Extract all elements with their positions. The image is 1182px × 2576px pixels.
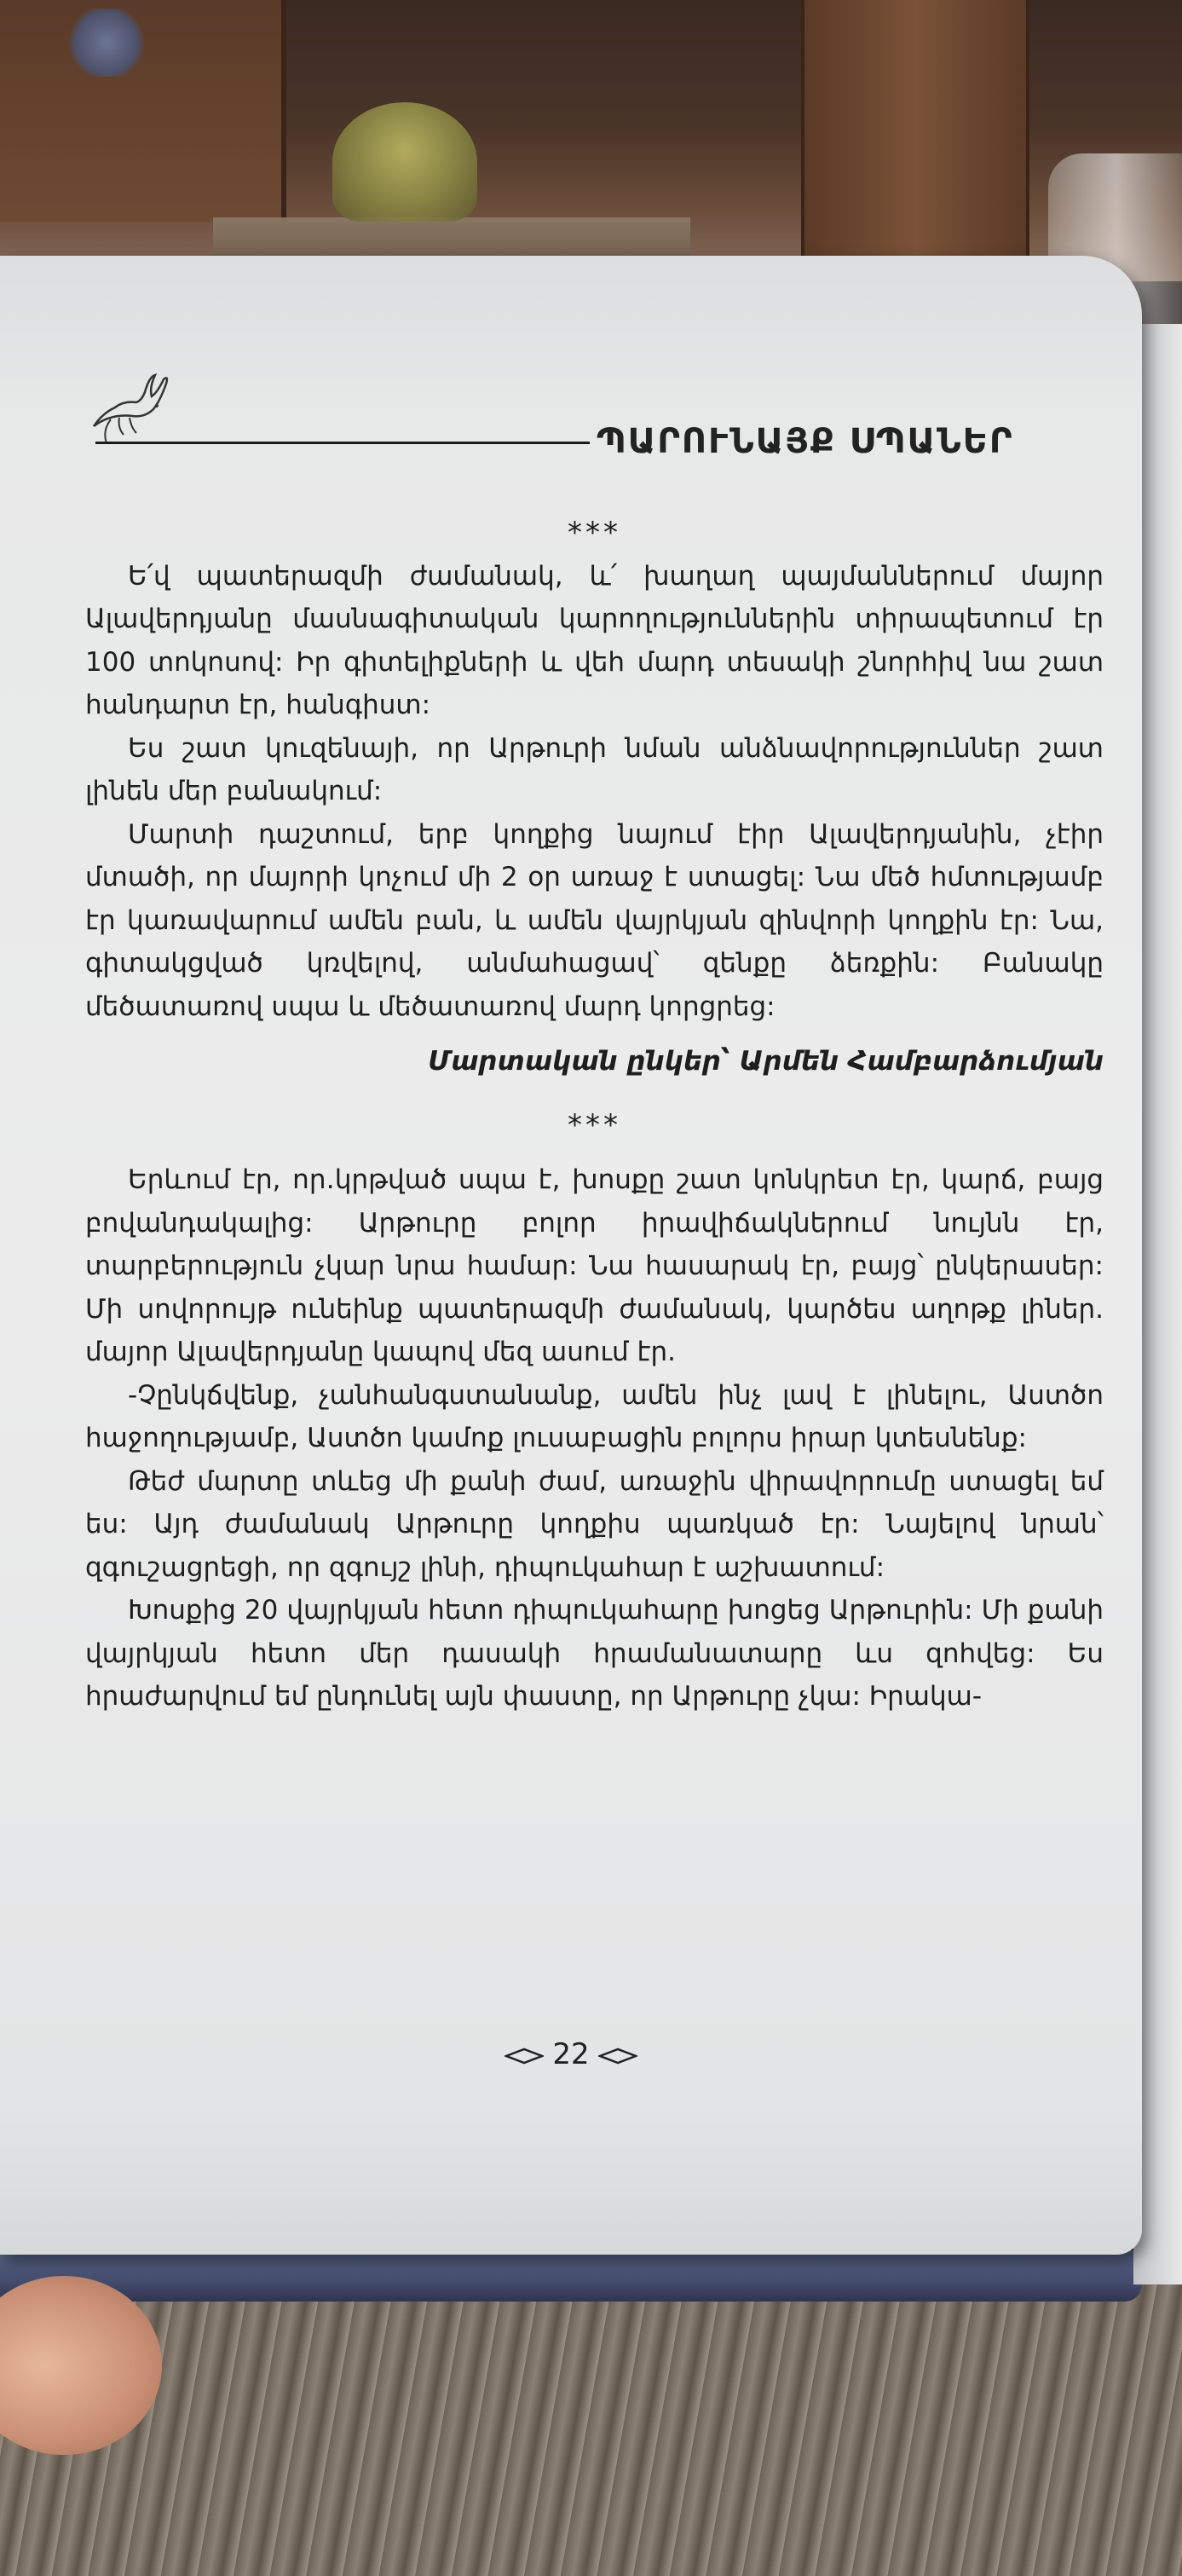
section-separator: *** (568, 516, 621, 550)
page-number: 22 (552, 2037, 590, 2071)
paragraph: Թեժ մարտը տևեց մի քանի ժամ, առաջին վիրավորումը ստացել եմ ես: Այդ ժամանակ Արթուրը կողքիս պառկած էր: Նայելով նրան՝ զգուշացրեցի, որ զգույշ լինի, դիպուկահար է աշխատում: (85, 1465, 1104, 1583)
page-number-footer (0, 2037, 1142, 2071)
running-title: ՊԱՐՈՒՆԱՅՔ ՍՊԱՆԵՐ (597, 422, 1014, 461)
paragraph: Երևում էր, որ․կրթված սպա է, խոսքը շատ կոնկրետ էր, կարճ, բայց բովանդակալից: Արթուրը բոլոր իրավիճակներում նույնն էր, տարբերություն չկար նրա համար: Նա հասարակ էր, բայց՝ ընկերասեր: Մի սովորույթ ունեինք պատերազմի ժամանակ, կարծես աղոթք լիներ. մայոր Ալավերդյանը կապով մեզ ասում էր. (85, 1164, 1104, 1367)
page-body (85, 511, 1104, 1718)
paragraph: Մարտի դաշտում, երբ կողքից նայում էիր Ալավերդյանին, չէիր մտածի, որ մայորի կոչում մի 2 օր առաջ է ստացել: Նա մեծ հմտությամբ էր կառավարում ամեն բան, և ամեն վայրկյան զինվորի կողքին էր: Նա, գիտակցված կռվելով, անմահացավ՝ զենքը ձեռքին: Բանակը մեծատառով սպա և մեծատառով մարդ կորցրեց: (85, 818, 1104, 1022)
paragraph: Ե՛վ պատերազմի ժամանակ, և՛ խաղաղ պայմաններում մայոր Ալավերդյանը մասնագիտական կարողություններին տիրապետում էր 100 տոկոսով: Իր գիտելիքների և վեհ մարդ տեսակի շնորհիվ նա շատ հանդարտ էր, հանգիստ: (85, 560, 1104, 720)
background-yellow-cup (332, 102, 477, 222)
book-cover-edge (0, 2250, 1142, 2302)
paragraph: Ես շատ կուզենայի, որ Արթուրի նման անձնավորություններ շատ լինեն մեր բանակում: (85, 732, 1104, 806)
section-separator: *** (568, 1107, 621, 1142)
left-ornament-icon (505, 2048, 544, 2065)
right-ornament-icon (598, 2048, 637, 2065)
background-door (801, 0, 1029, 281)
signature: Մարտական ընկեր՝ Արմեն Համբարձումյան (428, 1046, 1104, 1077)
header-rule (95, 442, 590, 444)
background-blue-object (68, 9, 145, 77)
paragraph: Խոսքից 20 վայրկյան հետո դիպուկահարը խոցեց Արթուրին: Մի քանի վայրկյան հետո մեր դասակի հրամանատարը ևս զոհվեց: Ես հրաժարվում եմ ընդունել այն փաստը, որ Արթուրը չկա: Իրակա- (85, 1595, 1104, 1712)
book-page (0, 256, 1142, 2255)
dove-icon (85, 367, 179, 452)
paragraph: -Չընկճվենք, չանհանգստանանք, ամեն ինչ լավ է լինելու, Աստծո հաջողությամբ, Աստծո կամոք լուսաբացին բոլորս իրար կտեսնենք: (85, 1379, 1104, 1453)
